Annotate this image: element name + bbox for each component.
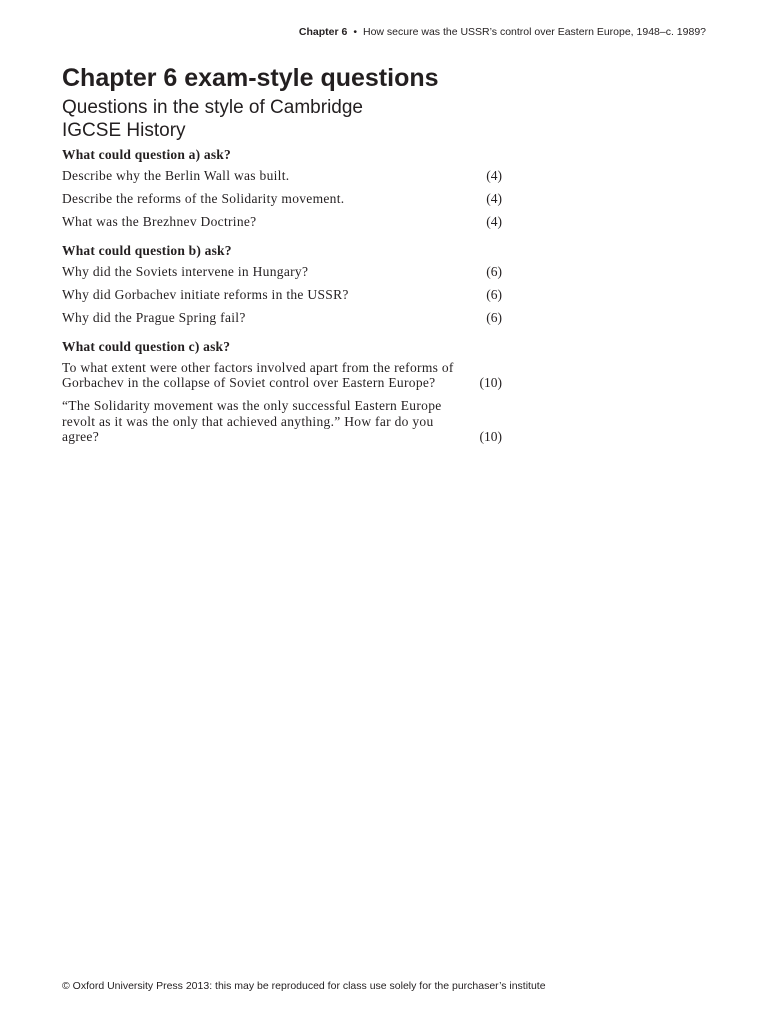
section-question-a — [62, 147, 502, 229]
page-title: Chapter 6 exam-style questions — [62, 64, 439, 92]
question-marks: (4) — [486, 190, 502, 206]
question-text: Why did the Soviets intervene in Hungary? — [62, 263, 309, 279]
running-head-chapter: Chapter 6 — [298, 26, 348, 38]
question-marks: (6) — [486, 286, 502, 302]
question-marks: (10) — [479, 429, 502, 444]
running-head-topic: How secure was the USSR’s control over Eastern Europe, 1948–c. 1989? — [363, 26, 706, 38]
question-text: Why did Gorbachev initiate reforms in the USSR? — [62, 286, 349, 302]
question-marks: (10) — [479, 375, 502, 390]
question-text: “The Solidarity movement was the only successful Eastern Europe revolt as it was the only that achieved anything.” How far do you agree? — [62, 398, 442, 444]
section-heading: What could question c) ask? — [62, 339, 231, 354]
section-question-b — [62, 243, 502, 325]
section-heading: What could question b) ask? — [62, 243, 232, 258]
copyright-footer: © Oxford University Press 2013: this may be reproduced for class use solely for the purchaser’s institute — [62, 980, 546, 992]
question-text: What was the Brezhnev Doctrine? — [62, 213, 257, 229]
running-head — [299, 26, 706, 38]
question-marks: (6) — [486, 263, 502, 279]
section-question-c — [62, 339, 502, 445]
question-text: Describe why the Berlin Wall was built. — [62, 167, 290, 183]
question-marks: (4) — [486, 167, 502, 183]
question-item — [62, 191, 502, 207]
question-item — [62, 287, 502, 303]
question-item — [62, 168, 502, 184]
question-item — [62, 264, 502, 280]
section-heading: What could question a) ask? — [62, 147, 231, 162]
running-head-separator: • — [353, 26, 357, 38]
question-text: Why did the Prague Spring fail? — [62, 309, 246, 325]
question-list — [62, 147, 502, 459]
page-subtitle: Questions in the style of Cambridge IGCSE History — [62, 97, 363, 141]
question-marks: (6) — [486, 309, 502, 325]
question-text: To what extent were other factors involved apart from the reforms of Gorbachev in the collapse of Soviet control over Eastern Europe? — [62, 359, 454, 390]
question-item — [62, 398, 502, 445]
question-item — [62, 214, 502, 230]
question-item — [62, 360, 502, 391]
question-marks: (4) — [486, 213, 502, 229]
question-text: Describe the reforms of the Solidarity movement. — [62, 190, 345, 206]
question-item — [62, 310, 502, 326]
